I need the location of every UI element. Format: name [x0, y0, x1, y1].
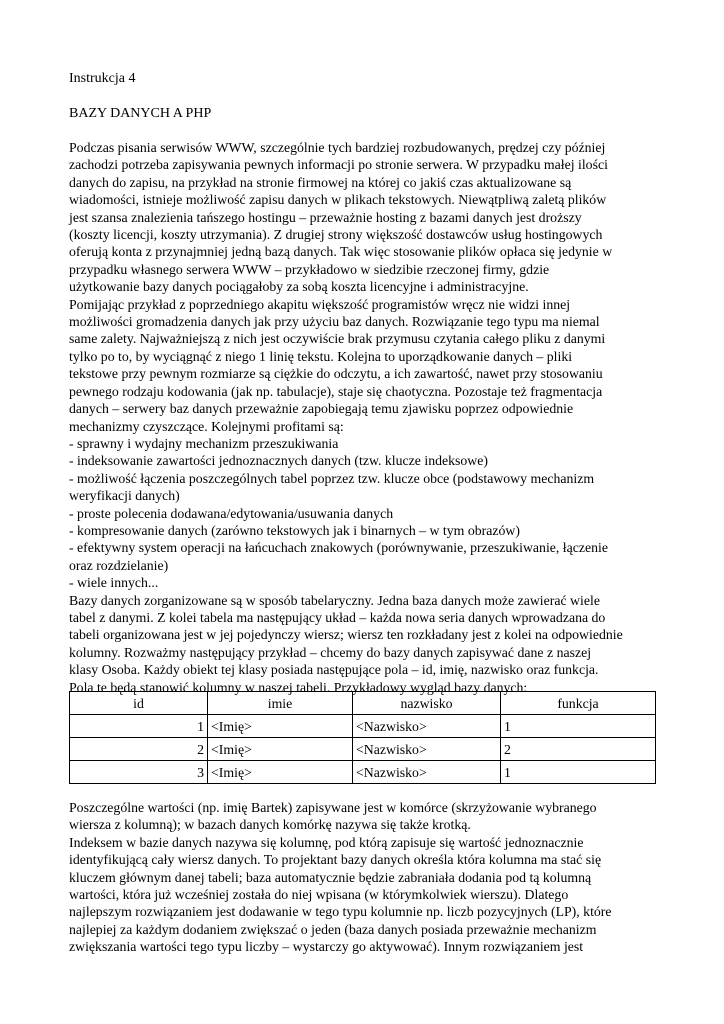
text-line: Pomijając przykład z poprzedniego akapitu większość programistów wręcz nie widzi innej [69, 296, 571, 312]
table-header-cell: imie [208, 692, 353, 715]
text-line: - możliwość łączenia poszczególnych tabel poprzez tzw. klucze obce (podstawowy mechanizm [69, 470, 595, 486]
text-line: danych – serwery baz danych przeważnie zapobiegają temu zjawisku poprzez odpowiednie [69, 401, 574, 417]
text-line: możliwości gromadzenia danych jak przy użyciu baz danych. Rozwiązanie tego typu ma niemal [69, 314, 600, 330]
text-line: - wiele innych... [69, 575, 159, 591]
text-line: zachodzi potrzeba zapisywania pewnych informacji po stronie serwera. W przypadku małej ilości [69, 157, 608, 173]
text-line: przypadku własnego serwera WWW – przykładowo w siedzibie rzeczonej firmy, gdzie [69, 261, 550, 277]
text-line: (koszty licencji, koszty utrzymania). Z drugiej strony większość dostawców usług hostingowych [69, 227, 603, 243]
text-line: same zalety. Najważniejszą z nich jest oczywiście brak przymusu czytania całego pliku z danymi [69, 331, 606, 347]
table-header-cell: id [70, 692, 208, 715]
text-line: identyfikującą cały wiersz danych. To projektant bazy danych określa która kolumna ma stać się [69, 852, 602, 868]
text-line: oraz rozdzielanie) [69, 557, 169, 573]
text-line: Pola te będą stanowić kolumny w naszej tabeli. Przykładowy wygląd bazy danych: [69, 679, 528, 695]
text-line: kolumny. Rozważmy następujący przykład – chcemy do bazy danych zapisywać dane z naszej [69, 644, 592, 660]
text-line: - proste polecenia dodawana/edytowania/usuwania danych [69, 505, 394, 521]
table-row [70, 761, 656, 784]
text-line: tylko po to, by wyciągnąć z niego 1 linię tekstu. Kolejna to uporządkowanie danych – pliki [69, 348, 573, 364]
table-cell: <Nazwisko> [353, 761, 501, 784]
text-line: Indeksem w bazie danych nazywa się kolumnę, pod którą zapisuje się wartość jednoznacznie [69, 834, 584, 850]
table-cell: <Nazwisko> [353, 715, 501, 738]
table-row [70, 715, 656, 738]
text-line: Poszczególne wartości (np. imię Bartek) zapisywane jest w komórce (skrzyżowanie wybranego [69, 800, 597, 815]
text-line: - kompresowanie danych (zarówno tekstowych jak i binarnych – w tym obrazów) [69, 522, 520, 538]
table-cell: 2 [70, 738, 208, 761]
text-line: oferują konta z przynajmniej jedną bazą danych. Tak więc stosowanie plików opłaca się jedynie w [69, 244, 613, 260]
page-title: BAZY DANYCH A PHP [69, 106, 212, 121]
table-cell: 1 [70, 715, 208, 738]
table-cell: 2 [501, 738, 656, 761]
text-line: pewnego rodzaju kodowania (jak np. tabulacje), staje się chaotyczna. Pozostaje też fragmentacja [69, 383, 603, 399]
text-line: tabel z danymi. Z kolei tabela ma następujący układ – każda nowa seria danych wprowadzana do [69, 609, 606, 625]
text-line: najlepszym rozwiązaniem jest dodawanie w tego typu kolumnie np. liczb pozycyjnych (LP), które [69, 904, 612, 920]
text-line: tabeli organizowana jest w jej pojedynczy wiersz; wiersz ten rozkładany jest z kolei na odpowiednie [69, 627, 623, 643]
text-line: - indeksowanie zawartości jednoznacznych danych (tzw. klucze indeksowe) [69, 453, 488, 469]
instruction-label: Instrukcja 4 [69, 71, 136, 86]
text-line: użytkowanie bazy danych pociągałoby za sobą koszta licencyjne i administracyjne. [69, 279, 529, 295]
table-cell: 1 [501, 761, 656, 784]
table-header-cell: nazwisko [353, 692, 501, 715]
text-line: wiadomości, istnieje możliwość zapisu danych w plikach tekstowych. Niewątpliwą zaletą plików [69, 192, 607, 208]
text-line: danych do zapisu, na przykład na stronie firmowej na której co jakiś czas aktualizowane są [69, 174, 572, 190]
table-header-row [70, 692, 656, 715]
text-line: weryfikacji danych) [69, 488, 180, 504]
text-line: klasy Osoba. Każdy obiekt tej klasy posiada następujące pola – id, imię, nazwisko oraz funkcja. [69, 662, 599, 678]
text-line: jest szansa znalezienia tańszego hostingu – przeważnie hosting z bazami danych jest droższy [69, 209, 582, 225]
text-line: najlepiej za każdym dodaniem zwiększać o jeden (baza danych posiada przeważnie mechanizm [69, 921, 597, 937]
table-cell: <Nazwisko> [353, 738, 501, 761]
text-line: - efektywny system operacji na łańcuchach znakowych (porównywanie, przeszukiwanie, łączenie [69, 540, 608, 556]
table-cell: <Imię> [208, 715, 353, 738]
text-line: mechanizmy czyszczące. Kolejnymi profitami są: [69, 418, 344, 434]
text-line: Bazy danych zorganizowane są w sposób tabelaryczny. Jedna baza danych może zawierać wiele [69, 592, 600, 608]
table-row [70, 738, 656, 761]
example-table [69, 691, 656, 784]
text-line: - sprawny i wydajny mechanizm przeszukiwania [69, 435, 339, 451]
table-cell: <Imię> [208, 761, 353, 784]
text-line: wiersza z kolumną); w bazach danych komórkę nazywa się także krotką. [69, 817, 471, 833]
table-header-cell: funkcja [501, 692, 656, 715]
body-text-top [69, 139, 669, 696]
text-line: zwiększania wartości tego typu liczby – wystarczy go aktywować). Innym rozwiązaniem jest [69, 939, 584, 955]
body-text-bottom [69, 799, 669, 956]
text-line: tekstowe przy pewnym rozmiarze są ciężkie do odczytu, a ich zawartość, nawet przy stosowaniu [69, 366, 603, 382]
text-line: wartości, która już wcześniej została do niej wpisana (w którymkolwiek wierszu). Dlatego [69, 887, 569, 903]
text-line: kluczem głównym danej tabeli; baza automatycznie będzie zabraniała dodania pod tą kolumną [69, 869, 592, 885]
table-cell: <Imię> [208, 738, 353, 761]
table-cell: 3 [70, 761, 208, 784]
text-line: Podczas pisania serwisów WWW, szczególnie tych bardziej rozbudowanych, prędzej czy później [69, 140, 606, 155]
table-cell: 1 [501, 715, 656, 738]
